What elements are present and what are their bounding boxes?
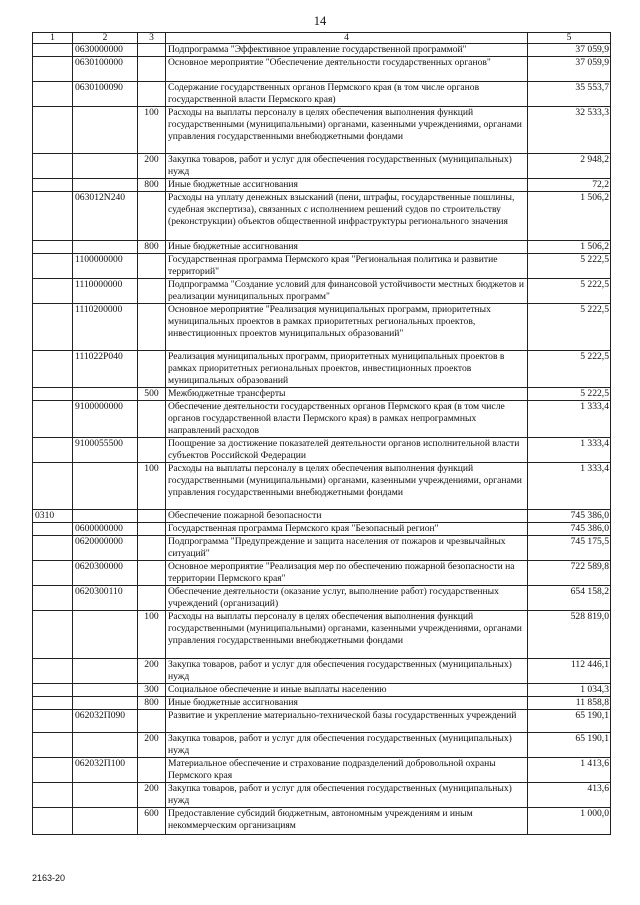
cell-code <box>73 154 138 179</box>
cell-amount: 35 553,7 <box>528 82 611 107</box>
cell-name: Иные бюджетные ассигнования <box>166 697 528 710</box>
column-header-3: 3 <box>138 33 166 44</box>
cell-expense-type <box>138 710 166 733</box>
cell-code <box>73 611 138 659</box>
cell-amount: 112 446,1 <box>528 659 611 684</box>
table-row <box>33 523 611 536</box>
cell-name: Межбюджетные трансферты <box>166 388 528 401</box>
cell-name: Расходы на выплаты персоналу в целях обеспечения выполнения функций государственными (муниципальными) органами, казенными учреждениями, органами управления государственными внебюджетными фондами <box>166 611 528 659</box>
cell-name: Подпрограмма "Эффективное управление государственной программой" <box>166 44 528 57</box>
cell-section <box>33 388 73 401</box>
cell-section <box>33 586 73 611</box>
cell-amount: 413,6 <box>528 783 611 808</box>
table-row <box>33 192 611 241</box>
table-row <box>33 684 611 697</box>
cell-expense-type: 200 <box>138 154 166 179</box>
cell-code: 0620000000 <box>73 536 138 561</box>
cell-code: 0630100090 <box>73 82 138 107</box>
cell-code <box>73 783 138 808</box>
table-row <box>33 241 611 254</box>
cell-code <box>73 697 138 710</box>
cell-section <box>33 684 73 697</box>
cell-name: Поощрение за достижение показателей деятельности органов исполнительной власти субъектов Российской Федерации <box>166 438 528 463</box>
cell-amount: 65 190,1 <box>528 710 611 733</box>
cell-expense-type <box>138 82 166 107</box>
cell-name: Социальное обеспечение и иные выплаты населению <box>166 684 528 697</box>
cell-section <box>33 192 73 241</box>
cell-expense-type: 100 <box>138 107 166 154</box>
cell-expense-type: 100 <box>138 463 166 510</box>
cell-code: 0600000000 <box>73 523 138 536</box>
table-row <box>33 586 611 611</box>
cell-code: 062032П100 <box>73 758 138 783</box>
table-header-row <box>33 33 611 44</box>
cell-name: Расходы на выплаты персоналу в целях обеспечения выполнения функций государственными (муниципальными) органами, казенными учреждениями, органами управления государственными внебюджетными фондами <box>166 463 528 510</box>
cell-section <box>33 44 73 57</box>
cell-name: Расходы на уплату денежных взысканий (пени, штрафы, государственные пошлины, судебная экспертиза), связанных с исполнением решений судов по строительству (реконструкции) объектов общественной инфраструктуры регионального значения <box>166 192 528 241</box>
cell-section <box>33 279 73 304</box>
cell-name: Закупка товаров, работ и услуг для обеспечения государственных (муниципальных) нужд <box>166 659 528 684</box>
column-header-2: 2 <box>73 33 138 44</box>
cell-name: Государственная программа Пермского края "Безопасный регион" <box>166 523 528 536</box>
cell-expense-type <box>138 279 166 304</box>
document-footer-code: 2163-20 <box>32 873 66 883</box>
cell-name: Закупка товаров, работ и услуг для обеспечения государственных (муниципальных) нужд <box>166 733 528 758</box>
cell-amount: 2 948,2 <box>528 154 611 179</box>
cell-code <box>73 684 138 697</box>
table-row <box>33 351 611 388</box>
cell-expense-type: 800 <box>138 241 166 254</box>
cell-expense-type <box>138 510 166 523</box>
cell-section <box>33 351 73 388</box>
cell-name: Обеспечение деятельности (оказание услуг, выполнение работ) государственных учреждений (организаций) <box>166 586 528 611</box>
cell-amount: 1 333,4 <box>528 438 611 463</box>
cell-section <box>33 523 73 536</box>
cell-code: 9100055500 <box>73 438 138 463</box>
table-row <box>33 510 611 523</box>
table-row <box>33 279 611 304</box>
cell-section <box>33 82 73 107</box>
cell-name: Содержание государственных органов Пермского края (в том числе органов государственной власти Пермского края) <box>166 82 528 107</box>
cell-code <box>73 241 138 254</box>
cell-amount: 5 222,5 <box>528 304 611 351</box>
table-row <box>33 697 611 710</box>
table-row <box>33 611 611 659</box>
cell-expense-type <box>138 586 166 611</box>
table-row <box>33 401 611 438</box>
table-row <box>33 733 611 758</box>
cell-name: Основное мероприятие "Обеспечение деятельности государственных органов" <box>166 57 528 82</box>
table-body <box>33 44 611 835</box>
cell-section <box>33 659 73 684</box>
column-header-5: 5 <box>528 33 611 44</box>
table-row <box>33 57 611 82</box>
cell-amount: 32 533,3 <box>528 107 611 154</box>
cell-code <box>73 107 138 154</box>
table-row <box>33 82 611 107</box>
cell-amount: 1 034,3 <box>528 684 611 697</box>
cell-expense-type <box>138 254 166 279</box>
cell-amount: 1 333,4 <box>528 463 611 510</box>
table-row <box>33 179 611 192</box>
cell-expense-type <box>138 401 166 438</box>
cell-code <box>73 463 138 510</box>
cell-name: Расходы на выплаты персоналу в целях обеспечения выполнения функций государственными (муниципальными) органами, казенными учреждениями, органами управления государственными внебюджетными фондами <box>166 107 528 154</box>
cell-code: 111022P040 <box>73 351 138 388</box>
cell-amount: 745 175,5 <box>528 536 611 561</box>
cell-section <box>33 179 73 192</box>
cell-name: Развитие и укрепление материально-технической базы государственных учреждений <box>166 710 528 733</box>
cell-name: Обеспечение деятельности государственных органов Пермского края (в том числе органов государственной власти Пермского края) в рамках непрограммных направлений расходов <box>166 401 528 438</box>
cell-code: 0630100000 <box>73 57 138 82</box>
cell-expense-type: 800 <box>138 697 166 710</box>
cell-section <box>33 254 73 279</box>
table-row <box>33 783 611 808</box>
cell-name: Подпрограмма "Предупреждение и защита населения от пожаров и чрезвычайных ситуаций" <box>166 536 528 561</box>
cell-code <box>73 388 138 401</box>
cell-amount: 1 413,6 <box>528 758 611 783</box>
cell-expense-type <box>138 561 166 586</box>
cell-amount: 65 190,1 <box>528 733 611 758</box>
cell-code: 062032П090 <box>73 710 138 733</box>
cell-code: 1110000000 <box>73 279 138 304</box>
table-row <box>33 438 611 463</box>
cell-code <box>73 659 138 684</box>
cell-section <box>33 107 73 154</box>
cell-name: Подпрограмма "Создание условий для финансовой устойчивости местных бюджетов и реализации муниципальных программ" <box>166 279 528 304</box>
cell-expense-type <box>138 192 166 241</box>
cell-section <box>33 401 73 438</box>
cell-name: Обеспечение пожарной безопасности <box>166 510 528 523</box>
cell-section <box>33 304 73 351</box>
cell-expense-type: 800 <box>138 179 166 192</box>
cell-section <box>33 241 73 254</box>
cell-section <box>33 438 73 463</box>
cell-amount: 5 222,5 <box>528 388 611 401</box>
cell-expense-type: 300 <box>138 684 166 697</box>
cell-section <box>33 57 73 82</box>
cell-section <box>33 808 73 835</box>
cell-name: Закупка товаров, работ и услуг для обеспечения государственных (муниципальных) нужд <box>166 154 528 179</box>
cell-amount: 1 333,4 <box>528 401 611 438</box>
cell-expense-type <box>138 57 166 82</box>
cell-section <box>33 783 73 808</box>
cell-code <box>73 808 138 835</box>
cell-amount: 72,2 <box>528 179 611 192</box>
cell-section <box>33 536 73 561</box>
cell-amount: 11 858,8 <box>528 697 611 710</box>
cell-code: 9100000000 <box>73 401 138 438</box>
table-row <box>33 254 611 279</box>
cell-amount: 745 386,0 <box>528 510 611 523</box>
cell-code: 0630000000 <box>73 44 138 57</box>
table-row <box>33 710 611 733</box>
cell-code: 1110200000 <box>73 304 138 351</box>
cell-expense-type: 500 <box>138 388 166 401</box>
cell-section <box>33 154 73 179</box>
table-row <box>33 758 611 783</box>
cell-expense-type <box>138 523 166 536</box>
cell-code: 063012N240 <box>73 192 138 241</box>
cell-section <box>33 758 73 783</box>
column-header-4: 4 <box>166 33 528 44</box>
cell-amount: 1 000,0 <box>528 808 611 835</box>
cell-code <box>73 510 138 523</box>
cell-amount: 1 506,2 <box>528 241 611 254</box>
cell-name: Государственная программа Пермского края "Региональная политика и развитие территорий" <box>166 254 528 279</box>
cell-name: Иные бюджетные ассигнования <box>166 179 528 192</box>
cell-section <box>33 463 73 510</box>
cell-expense-type <box>138 44 166 57</box>
cell-expense-type: 100 <box>138 611 166 659</box>
cell-amount: 528 819,0 <box>528 611 611 659</box>
table-row <box>33 463 611 510</box>
cell-amount: 745 386,0 <box>528 523 611 536</box>
cell-amount: 1 506,2 <box>528 192 611 241</box>
column-header-1: 1 <box>33 33 73 44</box>
table-row <box>33 44 611 57</box>
cell-name: Реализация муниципальных программ, приоритетных муниципальных проектов в рамках приоритетных региональных проектов, инвестиционных проектов муниципальных образований <box>166 351 528 388</box>
cell-section <box>33 697 73 710</box>
cell-amount: 654 158,2 <box>528 586 611 611</box>
cell-name: Закупка товаров, работ и услуг для обеспечения государственных (муниципальных) нужд <box>166 783 528 808</box>
cell-amount: 5 222,5 <box>528 254 611 279</box>
table-row <box>33 536 611 561</box>
table-row <box>33 561 611 586</box>
cell-expense-type: 600 <box>138 808 166 835</box>
cell-code: 0620300000 <box>73 561 138 586</box>
cell-name: Основное мероприятие "Реализация мер по обеспечению пожарной безопасности на территории Пермского края" <box>166 561 528 586</box>
cell-expense-type: 200 <box>138 783 166 808</box>
cell-name: Предоставление субсидий бюджетным, автономным учреждениям и иным некоммерческим организациям <box>166 808 528 835</box>
cell-code <box>73 733 138 758</box>
cell-expense-type <box>138 351 166 388</box>
budget-table <box>32 32 611 835</box>
cell-amount: 5 222,5 <box>528 351 611 388</box>
cell-amount: 37 059,9 <box>528 57 611 82</box>
cell-name: Иные бюджетные ассигнования <box>166 241 528 254</box>
cell-expense-type: 200 <box>138 659 166 684</box>
table-row <box>33 107 611 154</box>
table-row <box>33 154 611 179</box>
table-row <box>33 388 611 401</box>
cell-section: 0310 <box>33 510 73 523</box>
cell-expense-type <box>138 536 166 561</box>
cell-expense-type <box>138 438 166 463</box>
cell-code: 1100000000 <box>73 254 138 279</box>
table-row <box>33 304 611 351</box>
cell-code: 0620300110 <box>73 586 138 611</box>
cell-name: Основное мероприятие "Реализация муниципальных программ, приоритетных муниципальных проектов в рамках приоритетных региональных проектов, инвестиционных проектов муниципальных образований" <box>166 304 528 351</box>
cell-section <box>33 561 73 586</box>
cell-amount: 5 222,5 <box>528 279 611 304</box>
cell-amount: 37 059,9 <box>528 44 611 57</box>
table-row <box>33 808 611 835</box>
cell-code <box>73 179 138 192</box>
cell-section <box>33 733 73 758</box>
table-row <box>33 659 611 684</box>
cell-amount: 722 589,8 <box>528 561 611 586</box>
page-number: 14 <box>313 14 327 28</box>
cell-expense-type <box>138 304 166 351</box>
cell-name: Материальное обеспечение и страхование подразделений добровольной охраны Пермского края <box>166 758 528 783</box>
cell-expense-type: 200 <box>138 733 166 758</box>
cell-expense-type <box>138 758 166 783</box>
cell-section <box>33 611 73 659</box>
cell-section <box>33 710 73 733</box>
